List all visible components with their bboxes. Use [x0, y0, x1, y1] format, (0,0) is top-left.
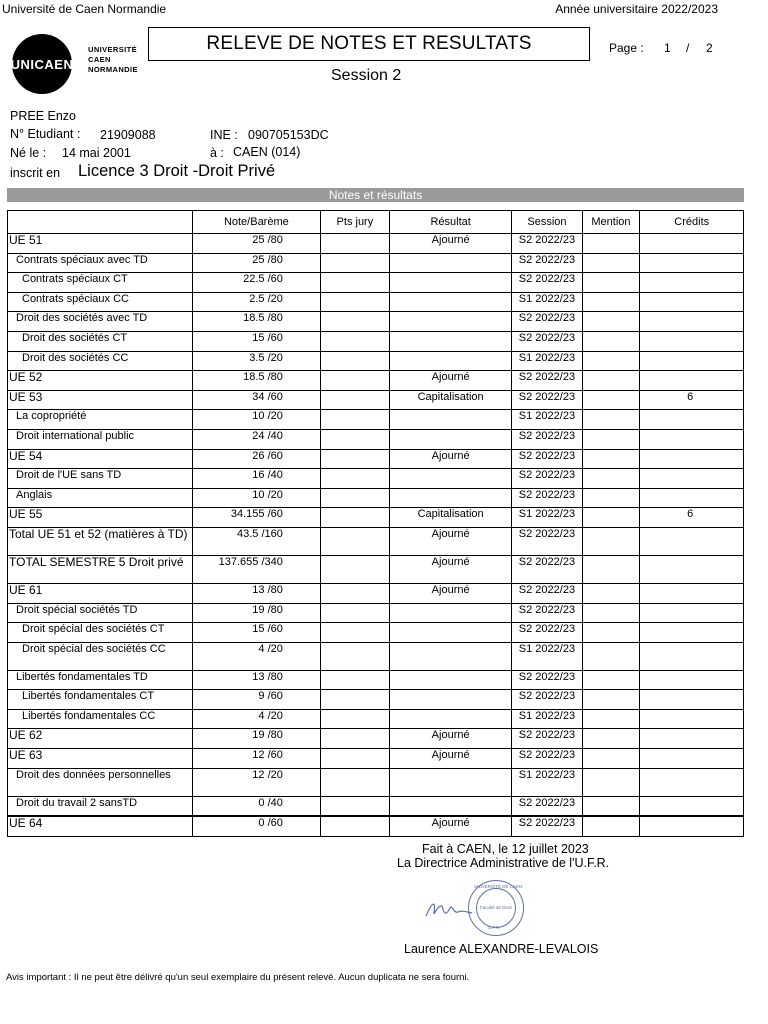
jury-points-cell — [320, 390, 389, 410]
mention-cell — [582, 351, 640, 371]
note-cell: 15 /60 — [192, 331, 320, 351]
course-name-cell: UE 63 — [8, 749, 193, 769]
birth-date-label: Né le : — [10, 146, 47, 160]
ue-row — [8, 729, 744, 749]
session-cell: S2 2022/23 — [512, 749, 582, 769]
logo-line: CAEN — [88, 55, 111, 64]
column-header-session: Session — [512, 211, 582, 234]
credits-cell — [640, 768, 744, 796]
course-row — [8, 690, 744, 710]
result-cell: Ajourné — [389, 749, 511, 769]
note-cell: 4 /20 — [192, 642, 320, 670]
column-header-result: Résultat — [389, 211, 511, 234]
course-name-cell: Libertés fondamentales CT — [8, 690, 193, 710]
session-cell: S2 2022/23 — [512, 690, 582, 710]
course-name-cell: Droit international public — [8, 429, 193, 449]
note-cell: 26 /60 — [192, 449, 320, 469]
course-name-cell: Droit spécial des sociétés CC — [8, 642, 193, 670]
credits-cell — [640, 449, 744, 469]
result-cell: Ajourné — [389, 583, 511, 603]
course-name-cell: Contrats spéciaux CC — [8, 292, 193, 312]
result-cell — [389, 642, 511, 670]
mention-cell — [582, 371, 640, 391]
result-cell — [389, 253, 511, 273]
result-cell: Capitalisation — [389, 508, 511, 528]
mention-cell — [582, 429, 640, 449]
credits-cell — [640, 623, 744, 643]
jury-points-cell — [320, 583, 389, 603]
session-cell: S2 2022/23 — [512, 796, 582, 816]
course-name-cell: Total UE 51 et 52 (matières à TD) — [8, 527, 193, 555]
jury-points-cell — [320, 768, 389, 796]
signature-scribble — [424, 896, 474, 922]
session-cell: S1 2022/23 — [512, 642, 582, 670]
session-cell: S2 2022/23 — [512, 729, 582, 749]
mention-cell — [582, 410, 640, 430]
birth-place-label: à : — [210, 146, 224, 160]
mention-cell — [582, 234, 640, 254]
result-cell — [389, 429, 511, 449]
course-row — [8, 623, 744, 643]
birth-date-value: 14 mai 2001 — [62, 146, 131, 160]
course-row — [8, 796, 744, 816]
course-name-cell: UE 55 — [8, 508, 193, 528]
course-name-cell: Droit du travail 2 sansTD — [8, 796, 193, 816]
mention-cell — [582, 508, 640, 528]
note-cell: 34 /60 — [192, 390, 320, 410]
important-notice: Avis important : Il ne peut être délivré qu'un seul exemplaire du présent relevé. Aucun duplicata ne sera fourni. — [6, 972, 470, 983]
credits-cell — [640, 729, 744, 749]
course-name-cell: Droit des sociétés CC — [8, 351, 193, 371]
result-cell — [389, 273, 511, 293]
mention-cell — [582, 690, 640, 710]
birth-place-value: CAEN (014) — [233, 145, 301, 159]
credits-cell — [640, 555, 744, 583]
course-name-cell: UE 62 — [8, 729, 193, 749]
ue-row — [8, 816, 744, 836]
credits-cell — [640, 642, 744, 670]
column-header-jury: Pts jury — [320, 211, 389, 234]
credits-cell — [640, 488, 744, 508]
credits-cell — [640, 749, 744, 769]
mention-cell — [582, 292, 640, 312]
credits-cell — [640, 410, 744, 430]
mention-cell — [582, 749, 640, 769]
jury-points-cell — [320, 273, 389, 293]
student-id-value: 21909088 — [100, 128, 156, 142]
session-cell: S2 2022/23 — [512, 371, 582, 391]
logo-line: UNIVERSITÉ — [88, 45, 138, 54]
jury-points-cell — [320, 351, 389, 371]
credits-cell — [640, 709, 744, 729]
jury-points-cell — [320, 312, 389, 332]
session-cell: S2 2022/23 — [512, 253, 582, 273]
session-cell: S1 2022/23 — [512, 709, 582, 729]
jury-points-cell — [320, 449, 389, 469]
result-cell: Ajourné — [389, 816, 511, 836]
course-name-cell: Droit des sociétés avec TD — [8, 312, 193, 332]
credits-cell — [640, 234, 744, 254]
note-cell: 10 /20 — [192, 488, 320, 508]
note-cell: 137.655 /340 — [192, 555, 320, 583]
session-cell: S2 2022/23 — [512, 390, 582, 410]
course-name-cell: UE 53 — [8, 390, 193, 410]
mention-cell — [582, 583, 640, 603]
course-name-cell: Droit des données personnelles — [8, 768, 193, 796]
grades-body — [8, 234, 744, 837]
credits-cell — [640, 670, 744, 690]
course-row — [8, 488, 744, 508]
note-cell: 22.5 /60 — [192, 273, 320, 293]
note-cell: 18.5 /80 — [192, 312, 320, 332]
jury-points-cell — [320, 816, 389, 836]
mention-cell — [582, 527, 640, 555]
mention-cell — [582, 555, 640, 583]
course-name-cell: Anglais — [8, 488, 193, 508]
result-cell — [389, 331, 511, 351]
jury-points-cell — [320, 488, 389, 508]
session-cell: S1 2022/23 — [512, 351, 582, 371]
jury-points-cell — [320, 690, 389, 710]
mention-cell — [582, 670, 640, 690]
credits-cell — [640, 273, 744, 293]
session-cell: S2 2022/23 — [512, 527, 582, 555]
mention-cell — [582, 488, 640, 508]
jury-points-cell — [320, 429, 389, 449]
table-header-row — [8, 211, 744, 234]
course-row — [8, 253, 744, 273]
mention-cell — [582, 768, 640, 796]
column-header-note: Note/Barème — [192, 211, 320, 234]
column-header-mention: Mention — [582, 211, 640, 234]
session-cell: S1 2022/23 — [512, 410, 582, 430]
course-row — [8, 273, 744, 293]
session-label: Session 2 — [331, 67, 402, 84]
credits-cell — [640, 469, 744, 489]
session-cell: S1 2022/23 — [512, 508, 582, 528]
mention-cell — [582, 469, 640, 489]
credits-cell — [640, 331, 744, 351]
course-name-cell: Libertés fondamentales CC — [8, 709, 193, 729]
credits-cell — [640, 312, 744, 332]
stamp-middle-text: Faculté de Droit — [480, 905, 512, 910]
course-row — [8, 312, 744, 332]
result-cell — [389, 768, 511, 796]
session-cell: S2 2022/23 — [512, 331, 582, 351]
page-label: Page : — [609, 41, 644, 55]
note-cell: 19 /80 — [192, 729, 320, 749]
page-current: 1 — [664, 41, 671, 55]
result-cell — [389, 312, 511, 332]
university-name: Université de Caen Normandie — [2, 2, 167, 16]
stamp-top-text: UNIVERSITÉ DE CAEN — [474, 884, 523, 889]
credits-cell — [640, 816, 744, 836]
ine-value: 090705153DC — [248, 128, 329, 142]
jury-points-cell — [320, 729, 389, 749]
session-cell: S2 2022/23 — [512, 623, 582, 643]
credits-cell — [640, 351, 744, 371]
note-cell: 9 /60 — [192, 690, 320, 710]
result-cell: Ajourné — [389, 449, 511, 469]
jury-points-cell — [320, 709, 389, 729]
note-cell: 12 /20 — [192, 768, 320, 796]
mention-cell — [582, 623, 640, 643]
jury-points-cell — [320, 410, 389, 430]
note-cell: 3.5 /20 — [192, 351, 320, 371]
jury-points-cell — [320, 508, 389, 528]
result-cell — [389, 690, 511, 710]
note-cell: 16 /40 — [192, 469, 320, 489]
course-row — [8, 469, 744, 489]
jury-points-cell — [320, 623, 389, 643]
student-id-label: N° Etudiant : — [10, 127, 81, 141]
mention-cell — [582, 331, 640, 351]
credits-cell — [640, 603, 744, 623]
mention-cell — [582, 729, 640, 749]
course-name-cell: Contrats spéciaux CT — [8, 273, 193, 293]
signatory-title: La Directrice Administrative de l'U.F.R. — [397, 856, 610, 870]
jury-points-cell — [320, 670, 389, 690]
note-cell: 34.155 /60 — [192, 508, 320, 528]
session-cell: S2 2022/23 — [512, 670, 582, 690]
jury-points-cell — [320, 292, 389, 312]
course-name-cell: Libertés fondamentales TD — [8, 670, 193, 690]
course-row — [8, 292, 744, 312]
note-cell: 13 /80 — [192, 583, 320, 603]
result-cell — [389, 469, 511, 489]
note-cell: 25 /80 — [192, 253, 320, 273]
made-at: Fait à CAEN, le 12 juillet 2023 — [422, 842, 589, 856]
result-cell — [389, 488, 511, 508]
academic-year: Année universitaire 2022/2023 — [555, 2, 718, 16]
result-cell: Ajourné — [389, 371, 511, 391]
note-cell: 12 /60 — [192, 749, 320, 769]
ue-row — [8, 390, 744, 410]
ue-row — [8, 234, 744, 254]
student-name: PREE Enzo — [10, 109, 77, 123]
credits-cell — [640, 429, 744, 449]
course-row — [8, 603, 744, 623]
course-name-cell: La copropriété — [8, 410, 193, 430]
session-cell: S2 2022/23 — [512, 555, 582, 583]
result-cell — [389, 796, 511, 816]
session-cell: S2 2022/23 — [512, 429, 582, 449]
note-cell: 0 /60 — [192, 816, 320, 836]
note-cell: 13 /80 — [192, 670, 320, 690]
ue-row — [8, 508, 744, 528]
result-cell — [389, 623, 511, 643]
result-cell: Ajourné — [389, 527, 511, 555]
session-cell: S2 2022/23 — [512, 488, 582, 508]
mention-cell — [582, 642, 640, 670]
session-cell: S2 2022/23 — [512, 273, 582, 293]
credits-cell — [640, 527, 744, 555]
course-row — [8, 709, 744, 729]
course-name-cell: UE 51 — [8, 234, 193, 254]
jury-points-cell — [320, 796, 389, 816]
note-cell: 4 /20 — [192, 709, 320, 729]
session-cell: S2 2022/23 — [512, 583, 582, 603]
session-cell: S2 2022/23 — [512, 312, 582, 332]
session-cell: S2 2022/23 — [512, 469, 582, 489]
jury-points-cell — [320, 371, 389, 391]
jury-points-cell — [320, 603, 389, 623]
result-cell: Ajourné — [389, 555, 511, 583]
result-cell — [389, 670, 511, 690]
course-name-cell: UE 64 — [8, 816, 193, 836]
ine-label: INE : — [210, 128, 238, 142]
page-separator: / — [686, 41, 690, 55]
credits-cell — [640, 583, 744, 603]
course-row — [8, 642, 744, 670]
signatory-name: Laurence ALEXANDRE-LEVALOIS — [404, 942, 599, 956]
section-header: Notes et résultats — [7, 188, 744, 202]
enrolled-label: inscrit en — [10, 166, 61, 180]
mention-cell — [582, 709, 640, 729]
course-name-cell: Droit des sociétés CT — [8, 331, 193, 351]
course-row — [8, 768, 744, 796]
session-cell: S2 2022/23 — [512, 816, 582, 836]
session-cell: S2 2022/23 — [512, 603, 582, 623]
result-cell: Capitalisation — [389, 390, 511, 410]
ue-row — [8, 583, 744, 603]
jury-points-cell — [320, 469, 389, 489]
result-cell: Ajourné — [389, 234, 511, 254]
logo-line: NORMANDIE — [88, 65, 138, 74]
session-cell: S1 2022/23 — [512, 292, 582, 312]
logo-text — [88, 45, 138, 75]
jury-points-cell — [320, 234, 389, 254]
result-cell — [389, 292, 511, 312]
jury-points-cell — [320, 749, 389, 769]
session-cell: S1 2022/23 — [512, 768, 582, 796]
session-cell: S2 2022/23 — [512, 234, 582, 254]
ue-row — [8, 527, 744, 555]
result-cell — [389, 603, 511, 623]
course-name-cell: Droit de l'UE sans TD — [8, 469, 193, 489]
note-cell: 10 /20 — [192, 410, 320, 430]
jury-points-cell — [320, 253, 389, 273]
jury-points-cell — [320, 642, 389, 670]
course-row — [8, 351, 744, 371]
logo-mark: UNICAEN — [12, 34, 72, 94]
course-row — [8, 670, 744, 690]
stamp-bottom-text: U.F.R. — [488, 925, 501, 930]
course-name-cell: UE 54 — [8, 449, 193, 469]
course-row — [8, 331, 744, 351]
mention-cell — [582, 312, 640, 332]
document-title: RELEVE DE NOTES ET RESULTATS — [148, 27, 590, 61]
ue-row — [8, 371, 744, 391]
column-header-course — [8, 211, 193, 234]
ue-row — [8, 555, 744, 583]
mention-cell — [582, 390, 640, 410]
course-name-cell: UE 61 — [8, 583, 193, 603]
credits-cell — [640, 253, 744, 273]
session-cell: S2 2022/23 — [512, 449, 582, 469]
credits-cell — [640, 690, 744, 710]
jury-points-cell — [320, 331, 389, 351]
course-name-cell: Droit spécial des sociétés CT — [8, 623, 193, 643]
course-row — [8, 410, 744, 430]
jury-points-cell — [320, 527, 389, 555]
note-cell: 2.5 /20 — [192, 292, 320, 312]
credits-cell — [640, 292, 744, 312]
result-cell — [389, 410, 511, 430]
note-cell: 43.5 /160 — [192, 527, 320, 555]
credits-cell — [640, 796, 744, 816]
column-header-credits: Crédits — [640, 211, 744, 234]
mention-cell — [582, 816, 640, 836]
result-cell — [389, 709, 511, 729]
course-name-cell: Contrats spéciaux avec TD — [8, 253, 193, 273]
course-name-cell: UE 52 — [8, 371, 193, 391]
ue-row — [8, 449, 744, 469]
program-name: Licence 3 Droit -Droit Privé — [78, 162, 276, 180]
credits-cell: 6 — [640, 390, 744, 410]
note-cell: 24 /40 — [192, 429, 320, 449]
note-cell: 18.5 /80 — [192, 371, 320, 391]
note-cell: 19 /80 — [192, 603, 320, 623]
ue-row — [8, 749, 744, 769]
mention-cell — [582, 796, 640, 816]
grades-table — [7, 210, 744, 837]
mention-cell — [582, 273, 640, 293]
result-cell — [389, 351, 511, 371]
course-name-cell: Droit spécial sociétés TD — [8, 603, 193, 623]
note-cell: 0 /40 — [192, 796, 320, 816]
result-cell: Ajourné — [389, 729, 511, 749]
credits-cell — [640, 371, 744, 391]
jury-points-cell — [320, 555, 389, 583]
credits-cell: 6 — [640, 508, 744, 528]
note-cell: 15 /60 — [192, 623, 320, 643]
mention-cell — [582, 253, 640, 273]
course-row — [8, 429, 744, 449]
mention-cell — [582, 603, 640, 623]
mention-cell — [582, 449, 640, 469]
page-total: 2 — [706, 41, 713, 55]
note-cell: 25 /80 — [192, 234, 320, 254]
course-name-cell: TOTAL SEMESTRE 5 Droit privé — [8, 555, 193, 583]
